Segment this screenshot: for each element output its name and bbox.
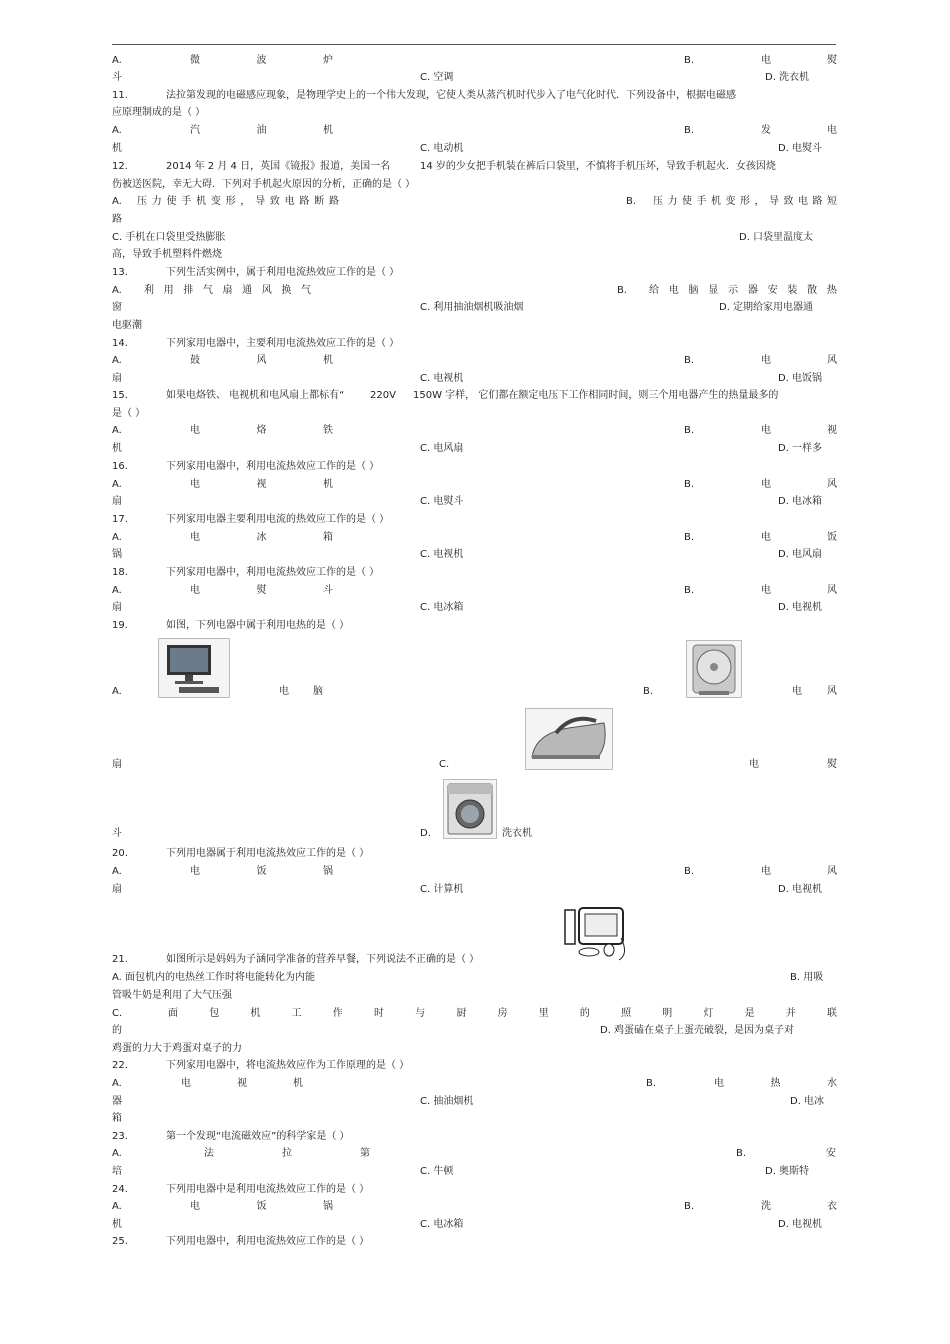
option-text: 培 [112, 1166, 122, 1177]
option-text: 机 [112, 143, 122, 154]
option-label: A. [112, 125, 122, 136]
option-text: 电 冰 箱 [190, 532, 333, 543]
option-text: D. 洗衣机 [765, 72, 810, 83]
option-text: 电 视 机 [181, 1078, 303, 1089]
option-text: 电 饭 锅 [190, 1201, 333, 1212]
option-text: D. 鸡蛋磕在桌子上蛋壳破裂，是因为桌子对 [600, 1025, 795, 1036]
question-text: 第一个发现“电流磁效应”的科学家是（ ） [166, 1131, 350, 1142]
option-text: 电 熨 [749, 759, 837, 770]
option-text: C. 空调 [420, 72, 454, 83]
option-label: B. [684, 532, 695, 543]
option-label: A. [112, 285, 122, 296]
option-text: 洗 衣 [761, 1201, 837, 1212]
computer-icon [159, 639, 229, 697]
question-text: 下列生活实例中，属于利用电流热效应工作的是（ ） [166, 267, 400, 278]
option-text: C. 电动机 [420, 143, 464, 154]
option-label: A. [112, 686, 122, 697]
question-text: 是（ ） [112, 408, 146, 419]
question-number: 17. [112, 514, 128, 525]
option-label: A. [112, 532, 122, 543]
option-text: D. 一样多 [778, 443, 823, 454]
option-text: 安 [826, 1148, 836, 1159]
question-number: 18. [112, 567, 128, 578]
electric-iron-icon [526, 709, 612, 769]
option-text: C. 电熨斗 [420, 496, 464, 507]
option-text: A. 面包机内的电热丝工作时将电能转化为内能 [112, 972, 316, 983]
option-text: 锅 [112, 549, 122, 560]
option-label: C. [112, 1008, 123, 1019]
option-label: B. [736, 1148, 747, 1159]
option-label: B. [684, 866, 695, 877]
question-number: 24. [112, 1184, 128, 1195]
option-label: C. [439, 759, 450, 770]
option-label: A. [112, 355, 122, 366]
option-text: 扇 [112, 373, 122, 384]
option-text: 电 饭 [761, 532, 837, 543]
option-label: D. [420, 828, 431, 839]
option-text: C. 电视机 [420, 373, 464, 384]
question-text: 如图所示是妈妈为子涵同学准备的营养早餐，下列说法不正确的是（ ） [166, 954, 480, 965]
question-text: 下列家用电器中，将电流热效应作为工作原理的是（ ） [166, 1060, 410, 1071]
option-text: D. 电饭锅 [778, 373, 823, 384]
option-label: B. [684, 355, 695, 366]
option-label: B. [684, 1201, 695, 1212]
option-text: D. 口袋里温度太 [739, 232, 814, 243]
option-text: 电 视 机 [190, 479, 333, 490]
question-text: 如果电烙铁、 电视机和电风扇上都标有“ [166, 390, 345, 401]
option-text: 斗 [112, 72, 122, 83]
option-text: D. 电视机 [778, 1219, 823, 1230]
option-text: C. 电风扇 [420, 443, 464, 454]
option-label: B. [684, 585, 695, 596]
option-text: 器 [112, 1096, 122, 1107]
option-text: C. 手机在口袋里受热膨胀 [112, 232, 226, 243]
option-text: 利 用 排 气 扇 通 风 换 气 [144, 285, 311, 296]
option-label: A. [112, 55, 122, 66]
question-number: 14. [112, 338, 128, 349]
option-text: 电 风 [761, 866, 837, 877]
option-text: 电 脑 [279, 686, 323, 697]
option-text: 汽 油 机 [190, 125, 333, 136]
option-text: 法 拉 第 [204, 1148, 370, 1159]
option-text: C. 计算机 [420, 884, 464, 895]
option-label: B. [684, 479, 695, 490]
option-text: 扇 [112, 759, 122, 770]
question-text: 下列家用电器中，利用电流热效应工作的是（ ） [166, 461, 380, 472]
option-text: 电 热 水 [714, 1078, 837, 1089]
option-text: 管吸牛奶是利用了大气压强 [112, 990, 232, 1001]
option-text: 扇 [112, 602, 122, 613]
option-text: 电 熨 斗 [190, 585, 333, 596]
breakfast-image [561, 898, 633, 964]
question-text: 2014 年 2 月 4 日，英国《镜报》报道，美国一名 [166, 161, 391, 172]
option-label: A. [112, 585, 122, 596]
question-text: 下列用电器中，利用电流热效应工作的是（ ） [166, 1236, 370, 1247]
question-text: 下列家用电器中，主要利用电流热效应工作的是（ ） [166, 338, 400, 349]
question-number: 20. [112, 848, 128, 859]
option-text: 路 [112, 214, 122, 225]
option-text: 电 风 [792, 686, 837, 697]
option-text: C. 电视机 [420, 549, 464, 560]
option-text: D. 电熨斗 [778, 143, 823, 154]
question-text: 伤被送医院，幸无大碍．下列对手机起火原因的分析，正确的是（ ） [112, 179, 416, 190]
iron-image [525, 708, 613, 770]
question-number: 19. [112, 620, 128, 631]
option-label: B. [684, 55, 695, 66]
question-number: 21. [112, 954, 128, 965]
option-text: 电 风 [761, 355, 837, 366]
question-text: 应原理制成的是（ ） [112, 107, 206, 118]
question-number: 12. [112, 161, 128, 172]
option-text: 鼓 风 机 [190, 355, 333, 366]
option-text: 机 [112, 443, 122, 454]
question-text: 法拉第发现的电磁感应现象，是物理学史上的一个伟大发现，它使人类从蒸汽机时代步入了电气化时代．下列设备中，根据电磁感 [166, 90, 736, 101]
option-text: 微 波 炉 [190, 55, 333, 66]
option-text: 电 烙 铁 [190, 425, 333, 436]
question-text: 下列用电器中是利用电流热效应工作的是（ ） [166, 1184, 370, 1195]
option-text: 电 风 [761, 585, 837, 596]
option-label: A. [112, 1201, 122, 1212]
option-label: A. [112, 1078, 122, 1089]
option-text: D. 定期给家用电器通 [719, 302, 814, 313]
option-text: C. 牛顿 [420, 1166, 454, 1177]
electric-fan-icon [687, 641, 741, 697]
option-text: 斗 [112, 828, 122, 839]
option-label: B. [617, 285, 628, 296]
header-rule [112, 44, 836, 45]
option-text: 高，导致手机塑料件燃烧 [112, 249, 222, 260]
option-text: 箱 [112, 1113, 122, 1124]
option-label: B. [646, 1078, 657, 1089]
option-label: A. [112, 479, 122, 490]
option-text: 电 视 [761, 425, 837, 436]
option-text: C. 利用抽油烟机吸油烟 [420, 302, 524, 313]
option-text: B. 用吸 [790, 972, 824, 983]
option-text: D. 电视机 [778, 884, 823, 895]
option-label: A. [112, 1148, 122, 1159]
option-text: 鸡蛋的力大于鸡蛋对桌子的力 [112, 1043, 242, 1054]
question-number: 16. [112, 461, 128, 472]
option-label: A. [112, 425, 122, 436]
option-text: D. 电冰箱 [778, 496, 823, 507]
option-text: 面 包 机 工 作 时 与 厨 房 里 的 照 明 灯 是 并 联 [168, 1008, 837, 1019]
computer-image [158, 638, 230, 698]
option-label: B. [684, 125, 695, 136]
question-text: 下列用电器属于利用电流热效应工作的是（ ） [166, 848, 370, 859]
question-text: 220V [370, 390, 396, 401]
question-text: 14 岁的少女把手机装在裤后口袋里，不慎将手机压坏，导致手机起火．女孩因烧 [420, 161, 776, 172]
option-text: 给 电 脑 显 示 器 安 装 散 热 [649, 285, 837, 296]
washing-machine-icon [444, 780, 496, 838]
question-number: 22. [112, 1060, 128, 1071]
question-number: 25. [112, 1236, 128, 1247]
option-text: D. 奥斯特 [765, 1166, 810, 1177]
fan-image [686, 640, 742, 698]
option-text: C. 电冰箱 [420, 602, 464, 613]
option-text: C. 电冰箱 [420, 1219, 464, 1230]
question-text: 如图，下列电器中属于利用电热的是（ ） [166, 620, 350, 631]
washing-machine-image [443, 779, 497, 839]
option-text: 电驱潮 [112, 320, 142, 331]
option-text: 压 力 使 手 机 变 形 ， 导 致 电 路 断 路 [137, 196, 339, 207]
question-number: 15. [112, 390, 128, 401]
option-label: A. [112, 866, 122, 877]
option-text: D. 电风扇 [778, 549, 823, 560]
option-text: D. 电冰 [790, 1096, 825, 1107]
option-text: 电 饭 锅 [190, 866, 333, 877]
option-label: B. [684, 425, 695, 436]
option-label: B. [626, 196, 637, 207]
option-text: 电 风 [761, 479, 837, 490]
option-text: 的 [112, 1025, 122, 1036]
bread-maker-icon [561, 898, 633, 964]
option-text: 洗衣机 [502, 828, 532, 839]
question-number: 13. [112, 267, 128, 278]
option-text: 机 [112, 1219, 122, 1230]
option-text: 扇 [112, 884, 122, 895]
question-number: 11. [112, 90, 128, 101]
question-text: 150W 字样， 它们都在额定电压下工作相同时间，则三个用电器产生的热量最多的 [413, 390, 779, 401]
option-text: 压 力 使 手 机 变 形 ， 导 致 电 路 短 [653, 196, 837, 207]
option-text: 扇 [112, 496, 122, 507]
option-text: 窗 [112, 302, 122, 313]
option-text: D. 电视机 [778, 602, 823, 613]
option-label: A. [112, 196, 122, 207]
option-label: B. [643, 686, 654, 697]
question-number: 23. [112, 1131, 128, 1142]
option-text: 电 熨 [761, 55, 837, 66]
question-text: 下列家用电器中，利用电流热效应工作的是（ ） [166, 567, 380, 578]
question-text: 下列家用电器主要利用电流的热效应工作的是（ ） [166, 514, 390, 525]
option-text: C. 抽油烟机 [420, 1096, 474, 1107]
option-text: 发 电 [761, 125, 837, 136]
